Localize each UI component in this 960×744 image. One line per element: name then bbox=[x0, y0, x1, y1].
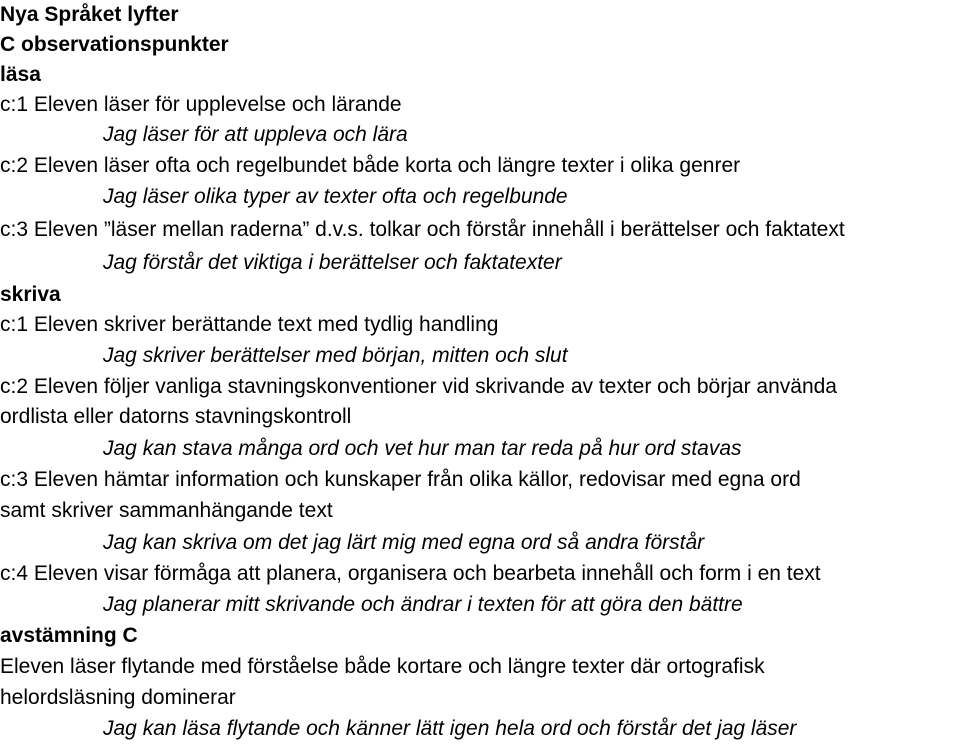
skriva-criterion-c3-line1: c:3 Eleven hämtar information och kunskaper från olika källor, redovisar med egna ord bbox=[0, 468, 801, 491]
skriva-goal-c2: Jag kan stava många ord och vet hur man tar reda på hur ord stavas bbox=[103, 437, 742, 460]
lasa-criterion-c3: c:3 Eleven ”läser mellan raderna” d.v.s. tolkar och förstår innehåll i berättelser och faktatext bbox=[0, 218, 845, 241]
document-subtitle: C observationspunkter bbox=[0, 33, 229, 56]
skriva-criterion-c3-line2: samt skriver sammanhängande text bbox=[0, 499, 333, 522]
skriva-goal-c4: Jag planerar mitt skrivande och ändrar i texten för att göra den bättre bbox=[103, 593, 743, 616]
section-heading-skriva: skriva bbox=[0, 283, 61, 306]
lasa-criterion-c1: c:1 Eleven läser för upplevelse och lärande bbox=[0, 93, 402, 116]
section-heading-avstamning: avstämning C bbox=[0, 624, 138, 647]
skriva-goal-c1: Jag skriver berättelser med början, mitten och slut bbox=[103, 344, 568, 367]
avstamning-line2: helordsläsning dominerar bbox=[0, 686, 236, 709]
lasa-goal-c3: Jag förstår det viktiga i berättelser och faktatexter bbox=[103, 251, 562, 274]
skriva-goal-c3: Jag kan skriva om det jag lärt mig med egna ord så andra förstår bbox=[103, 531, 705, 554]
lasa-goal-c1: Jag läser för att uppleva och lära bbox=[103, 123, 408, 146]
skriva-criterion-c2-line2: ordlista eller datorns stavningskontroll bbox=[0, 405, 352, 428]
skriva-criterion-c1: c:1 Eleven skriver berättande text med tydlig handling bbox=[0, 313, 499, 336]
avstamning-line1: Eleven läser flytande med förståelse både kortare och längre texter där ortografisk bbox=[0, 655, 765, 678]
skriva-criterion-c2-line1: c:2 Eleven följer vanliga stavningskonventioner vid skrivande av texter och börjar använda bbox=[0, 375, 837, 398]
section-heading-lasa: läsa bbox=[0, 63, 41, 86]
lasa-goal-c2: Jag läser olika typer av texter ofta och regelbunde bbox=[103, 185, 568, 208]
document-title: Nya Språket lyfter bbox=[0, 3, 179, 26]
lasa-criterion-c2: c:2 Eleven läser ofta och regelbundet både korta och längre texter i olika genrer bbox=[0, 154, 741, 177]
skriva-criterion-c4: c:4 Eleven visar förmåga att planera, organisera och bearbeta innehåll och form i en text bbox=[0, 562, 821, 585]
avstamning-goal: Jag kan läsa flytande och känner lätt igen hela ord och förstår det jag läser bbox=[103, 717, 797, 740]
